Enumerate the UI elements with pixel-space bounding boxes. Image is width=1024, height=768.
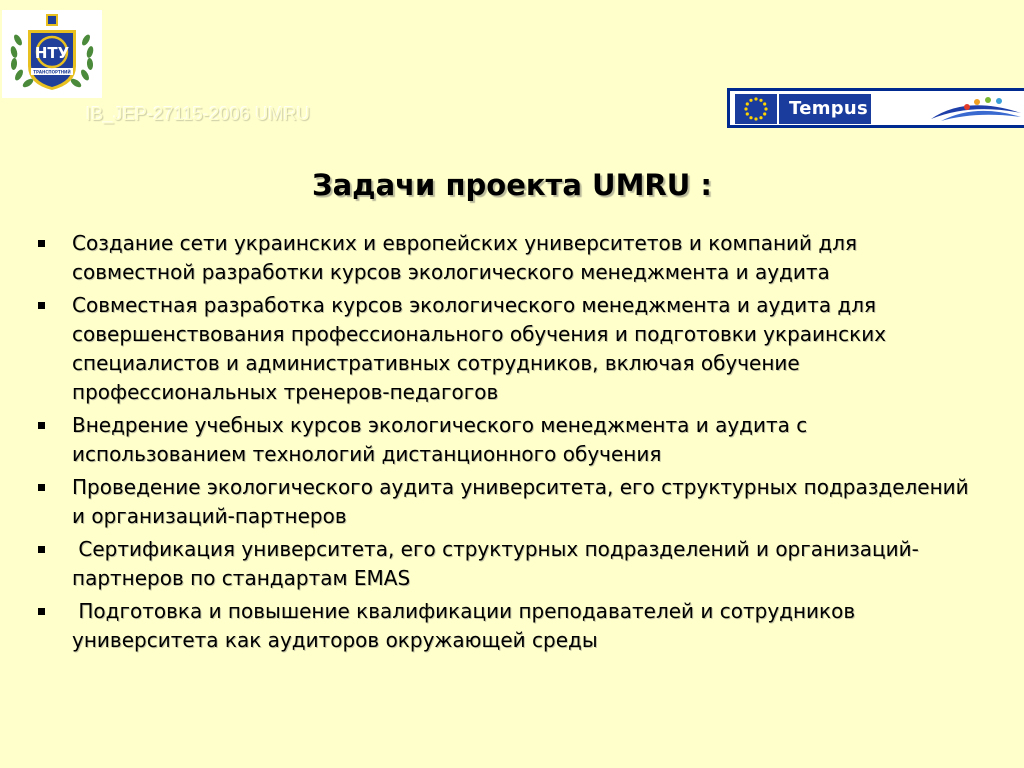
list-item-text: Создание сети украинских и европейских университетов и компаний для совместной разработки курсов экологического менеджмента и аудита	[72, 231, 858, 284]
list-item	[36, 229, 986, 287]
list-item	[36, 291, 986, 407]
list-item	[36, 597, 986, 655]
bullet-marker	[38, 484, 45, 491]
bullet-marker	[38, 302, 45, 309]
list-item-text: Сертификация университета, его структурных подразделений и организаций-партнеров по стандартам EMAS	[72, 537, 919, 590]
list-item-text: Внедрение учебных курсов экологического менеджмента и аудита с использованием технологий дистанционного обучения	[72, 413, 808, 466]
list-item	[36, 411, 986, 469]
bullet-marker	[38, 546, 45, 553]
logo-text: НТУ	[34, 44, 70, 62]
list-item-text: Совместная разработка курсов экологического менеджмента и аудита для совершенствования профессионального обучения и подготовки украинских специалистов и административных сотрудников, включая обучение профессиональных тренеров-педагогов	[72, 293, 887, 404]
list-item	[36, 535, 986, 593]
tempus-swoosh-icon	[871, 91, 1024, 125]
list-item-text: Подготовка и повышение квалификации преподавателей и сотрудников университета как аудиторов окружающей среды	[72, 599, 862, 652]
logo-caption: ТРАНСПОРТНИЙ	[33, 69, 71, 75]
bullet-list	[36, 229, 986, 659]
bullet-marker	[38, 422, 45, 429]
eu-flag-icon	[735, 94, 777, 124]
list-item-text: Проведение экологического аудита университета, его структурных подразделений и организаций-партнеров	[72, 475, 969, 528]
bullet-marker	[38, 240, 45, 247]
tempus-label: Tempus	[779, 94, 871, 124]
university-logo	[2, 10, 102, 98]
slide-title: Задачи проекта UMRU :	[311, 168, 712, 202]
list-item	[36, 473, 986, 531]
project-code: IB_JEP-27115-2006 UMRU	[86, 104, 311, 124]
bullet-marker	[38, 608, 45, 615]
tempus-banner	[727, 88, 1024, 128]
